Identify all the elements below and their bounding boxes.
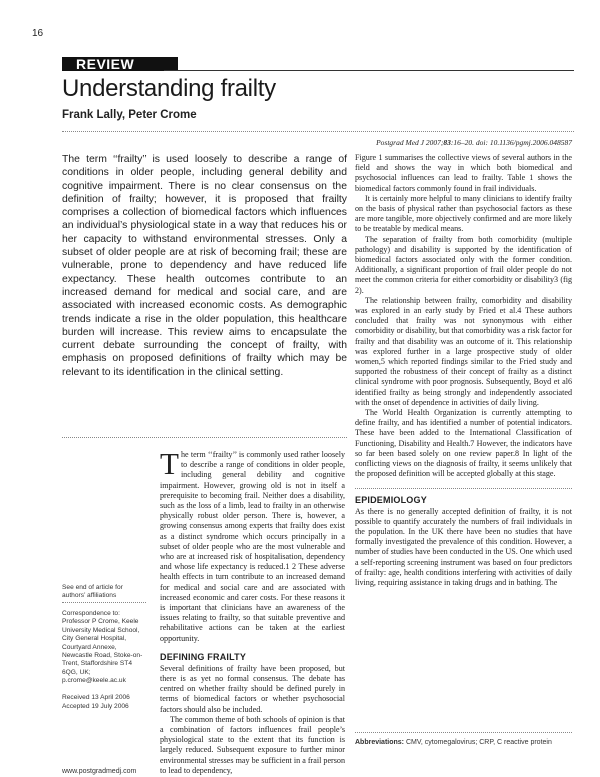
citation-volume: 83 xyxy=(443,138,451,147)
section-label: REVIEW xyxy=(62,57,178,71)
abbreviations-text: CMV, cytomegalovirus; CRP, C reactive protein xyxy=(404,739,552,746)
abbreviations xyxy=(355,738,572,747)
article-authors: Frank Lally, Peter Crome xyxy=(62,109,197,121)
right-column xyxy=(355,153,572,588)
right-paragraph-2: It is certainly more helpful to many clinicians to identify frailty on the basis of physical rather than psychosocial factors as these are more tangible, more objectively confirmed and are more likely to be treatable by medical means. xyxy=(355,193,572,234)
heading-defining-frailty: DEFINING FRAILTY xyxy=(160,651,247,662)
citation-journal: Postgrad Med J xyxy=(376,138,425,147)
drop-cap: T xyxy=(160,446,179,481)
correspondence: Correspondence to: Professor P Crome, Keele University Medical School, City General Hospital, Courtyard Annexe, Newcastle Road, Stoke-on-Trent, Staffordshire ST4 6QG, UK; p.crome@keele.ac.uk xyxy=(62,610,143,685)
affiliations-note: See end of article for authors’ affiliations xyxy=(62,584,123,600)
intro-paragraph xyxy=(160,446,345,644)
defining-paragraph-2: The common theme of both schools of opinion is that a combination of factors influences frail people’s physiological state to the extent that its function is largely reduced. Subsequent exposure to further minor environmental stresses may be sufficient in a frail person to lead to dependency, xyxy=(160,714,345,775)
received-date: Received 13 April 2006 xyxy=(62,694,130,701)
abbreviations-label: Abbreviations: xyxy=(355,739,405,746)
left-column xyxy=(160,446,345,776)
footer-url[interactable]: www.postgradmedj.com xyxy=(62,768,137,775)
abstract-divider xyxy=(62,437,347,438)
page-number: 16 xyxy=(32,28,44,39)
epidemiology-paragraph: As there is no generally accepted definition of frailty, it is not possible to quantify accurately the numbers of frail individuals in the population. In the UK there have been no studies that have formally investigated the prevalence of this condition. However, a number of studies have been conducted in the US. One which used a self-reporting screening instrument was based on four predictors of frailty: age, health conditions interfering with activities of daily living, requiring assistance in taking drugs and in bathing. The xyxy=(355,506,572,587)
sidebar-divider xyxy=(62,602,146,603)
right-paragraph-4: The relationship between frailty, comorbidity and disability was explored in an early study by Fried et al.4 These authors concluded that frailty was not synonymous with either comorbidity or disability, but that comorbidity was a risk factor for frailty and that disability was an outcome of it. This relationship was explored further in a large prospective study of older women,5 which reported findings similar to the Fried study and supported the robustness of their concept of frailty as a distinct clinical syndrome with poor prognosis. Subsequently, Boyd et al6 identified frailty as being strongly and independently associated with the onset of dependence in activities of daily living. xyxy=(355,295,572,407)
epidemiology-divider xyxy=(355,488,572,489)
citation-doi: :16–20. doi: 10.1136/pgmj.2006.048587 xyxy=(450,138,572,147)
defining-paragraph-1: Several definitions of frailty have been proposed, but there is as yet no formal consensus. The debate has centred on whether frailty should be defined purely in terms of biomedical factors or whether psychosocial factors should also be included. xyxy=(160,663,345,714)
header-divider xyxy=(62,131,574,132)
intro-text: he term ‘‘frailty’’ is commonly used rather loosely to describe a range of conditions in older people, including general debility and cognitive impairment. However, growing old is not in itself a prerequisite to becoming frail. Neither does a disability, such as the loss of a limb, lead to frailty in an otherwise physically robust older person. There is, however, a growing consensus among experts that frailty does exist as a distinct syndrome which occurs principally in a subset of older people who are the most vulnerable and who are at increased risk of hospitalisation, dependency and whose life expectancy is reduced.1 2 These adverse health effects in turn contribute to an increased demand for medical and social care and are associated with increased economic and carer costs. For these reasons it is important that clinicians have an awareness of the issues relating to frailty, so that suitable preventive and rehabilitative actions can be taken at the earliest opportunity. xyxy=(160,450,345,643)
accepted-date: Accepted 19 July 2006 xyxy=(62,703,129,710)
right-paragraph-3: The separation of frailty from both comorbidity (multiple pathology) and disability is supported by the identification of biomedical factors associated only with the former condition. Additionally, a significant proportion of frail older people do not meet the common criteria for either comorbidity or disability3 (fig 2). xyxy=(355,234,572,295)
section-rule xyxy=(164,70,574,71)
abbreviations-divider xyxy=(355,732,572,733)
citation-line xyxy=(300,138,572,147)
article-title: Understanding frailty xyxy=(62,75,276,102)
abstract: The term ‘‘frailty’’ is used loosely to describe a range of conditions in older people, including general debility and cognitive impairment. There is no clear consensus on the definition of frailty; however, it is proposed that frailty comprises a collection of biomedical factors which influences an individual’s physiological state in a way that reduces his or her capacity to withstand environmental stresses. Only a subset of older people are at risk of becoming frail; these are vulnerable, prone to dependency and have reduced life expectancy. These health outcomes contribute to an increased demand for medical and social care, and are associated with increased economic costs. As demographic trends indicate a rise in the older population, this healthcare burden will increase. This review aims to encapsulate the current debate surrounding the concept of frailty, with emphasis on proposed definitions of frailty which may be relevant to its identification in the clinical setting. xyxy=(62,154,347,378)
citation-year: 2007; xyxy=(425,138,444,147)
right-paragraph-5: The World Health Organization is currently attempting to define frailty, and has identified a number of potential indicators. These have been added to the International Classification of Functioning, Disability and Health.7 However, the indicators have so far been based solely on one review paper.8 In light of the conflicting views on the diagnosis of frailty, it seems unlikely that the proposed definition will be accepted globally at this stage. xyxy=(355,408,572,479)
heading-epidemiology: EPIDEMIOLOGY xyxy=(355,494,427,505)
right-paragraph-1: Figure 1 summarises the collective views of several authors in the field and shows the way in which both biomedical and psychosocial influences can lead to frailty. Table 1 shows the biomedical factors commonly found in frail individuals. xyxy=(355,153,572,193)
